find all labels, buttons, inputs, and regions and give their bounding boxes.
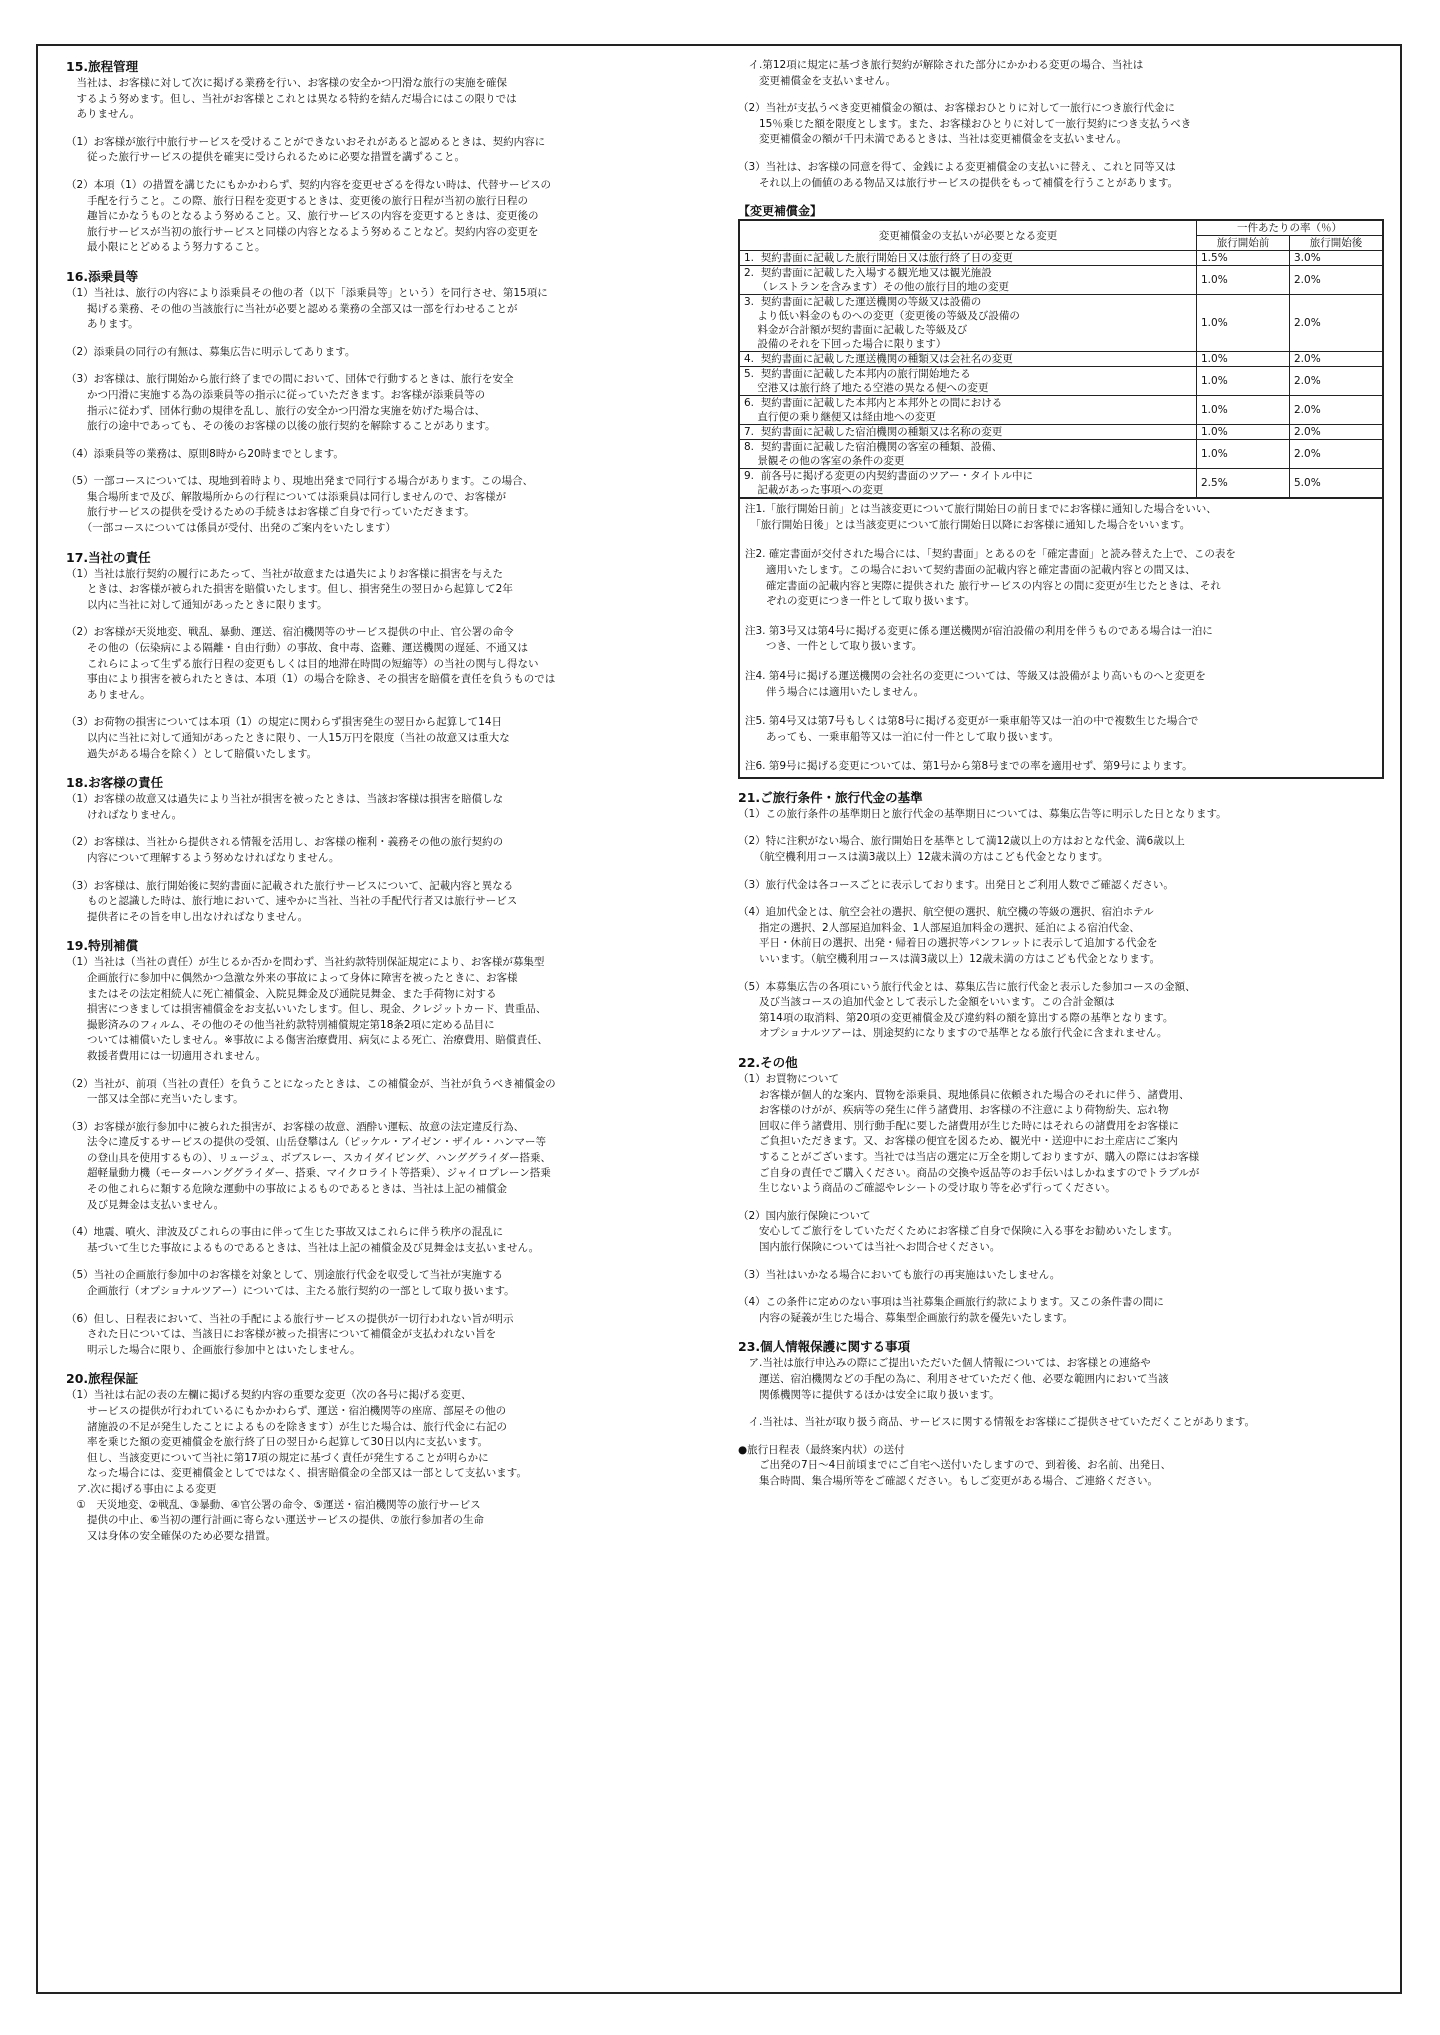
paragraph: （3）お荷物の損害については本項（1）の規定に関わらず損害発生の翌日から起算して14日 以内に当社に対して通知があったときに限り、一人15万円を限度（当社の故意又は重大な 過失がある場合を除く）として賠償いたします。 — [66, 716, 510, 760]
paragraph: 当社は、お客様に対して次に掲げる業務を行い、お客様の安全かつ円滑な旅行の実施を確保 するよう努めます。但し、当社がお客様とこれとは異なる特約を結んだ場合にはこの限りでは ありません。 — [76, 77, 517, 121]
paragraph: （2）当社が、前項（当社の責任）を負うことになったときは、この補償金が、当社が負うべき補償金の 一部又は全部に充当いたします。 — [66, 1077, 556, 1106]
rate-before: 1.0% — [1197, 396, 1290, 425]
section-heading: 15.旅程管理 — [66, 59, 139, 74]
rate-after: 2.0% — [1290, 440, 1384, 469]
section-20-continued — [738, 58, 1388, 191]
left-column — [66, 58, 716, 1556]
section — [738, 789, 1388, 1042]
paragraph: （3）当社は、お客様の同意を得て、金銭による変更補償金の支払いに替え、これと同等又は それ以上の価値のある物品又は旅行サービスの提供をもって補償を行うことがあります。 — [738, 160, 1179, 189]
section-heading: 21.ご旅行条件・旅行代金の基準 — [738, 789, 923, 805]
section — [66, 937, 716, 1358]
paragraph: （1）当社は（当社の責任）が生じるか否かを問わず、当社約款特別保証規定により、お客様が募集型 企画旅行に参加中に偶然かつ急激な外来の事故によって身体に障害を被ったときに、お客様 またはその法定相続人に死亡補償金、入院見舞金及び通院見舞金、また手荷物に対する 損害につきましては損害補償金をお支払いいたします。但し、現金、クレジットカード、貴重品、 撮影済みのフィルム、その他のその他当社約款特別補償規定第18条2項に定める品目に ついては補償いたしません。※事故による傷害治療費用、病気による死亡、治療費用、賠償責任、 救援者費用には一切適用されません。 — [66, 956, 548, 1062]
right-sections — [738, 789, 1388, 1490]
rate-before: 1.0% — [1197, 367, 1290, 396]
paragraph: （3）当社はいかなる場合においても旅行の再実施はいたしません。 — [738, 1268, 1061, 1281]
right-column — [738, 58, 1388, 1501]
paragraph: （2）当社が支払うべき変更補償金の額は、お客様おひとりに対して一旅行につき旅行代金に 15％乗じた額を限度とします。また、お客様おひとりに対して一旅行契約につき支払うべき 変更補償金の額が千円未満であるときは、当社は変更補償金を支払いません。 — [738, 102, 1192, 146]
paragraph: （5）本募集広告の各項にいう旅行代金とは、募集広告に旅行代金と表示した参加コースの金額、 及び当該コースの追加代金として表示した金額をいいます。この合計金額は 第14項の取消料、第20項の変更補償金及び違約料の額を算出する際の基準となります。 オプショナルツアーは、別途契約になりますので基準となる旅行代金に含まれません。 — [738, 980, 1196, 1040]
paragraph: （2）特に注釈がない場合、旅行開始日を基準として満12歳以上の方はおとな代金、満6歳以上 （航空機利用コースは満3歳以上）12歳未満の方はこども代金となります。 — [738, 835, 1185, 864]
section-heading: 17.当社の責任 — [66, 549, 151, 565]
section-heading: 18.お客様の責任 — [66, 775, 164, 791]
rate-after: 2.0% — [1290, 425, 1384, 440]
section — [66, 58, 716, 256]
table-note: 注3. 第3号又は第4号に掲げる変更に係る運送機関が宿泊設備の利用を伴うものである場合は一泊に つき、一件として取り扱います。 — [745, 624, 1213, 653]
paragraph: （2）お客様が天災地変、戦乱、暴動、運送、宿泊機関等のサービス提供の中止、官公署の命令 その他の（伝染病による隔離・自由行動）の事故、食中毒、盗難、運送機関の遅延、不通又は これらによって生ずる旅行日程の変更もしくは目的地滞在時間の短縮等）の当社の関与し得ない 事由により損害を被られたときは、本項（1）の場合を除き、その損害を賠償を責任を負うものでは ありません。 — [66, 626, 556, 701]
paragraph: （6）但し、日程表において、当社の手配による旅行サービスの提供が一切行われない旨が明示 された日については、当該日にお客様が被った損害について補償金が支払われない旨を 明示した場合に限り、企画旅行参加中とはいたしません。 — [66, 1312, 514, 1356]
table-row — [739, 266, 1383, 295]
rate-after: 2.0% — [1290, 352, 1384, 367]
rate-after: 3.0% — [1290, 251, 1384, 266]
paragraph: （2）お客様は、当社から提供される情報を活用し、お客様の権利・義務その他の旅行契約の 内容について理解するよう努めなければなりません。 — [66, 836, 504, 864]
paragraph: （1）当社は右記の表の左欄に掲げる契約内容の重要な変更（次の各号に掲げる変更、 サービスの提供が行われているにもかかわらず、運送・宿泊機関等の座席、部屋その他の 諸施設の不足が発生したことによるものを除きます）が生じた場合は、旅行代金に右記の 率を乗じた額の変更補償金を旅行終了日の翌日から起算して30日以内に支払います。 但し、当該変更について当社に第17項の規定に基づく責任が発生することが明らかに なった場合には、変更補償金としてではなく、損害賠償金の全部又は一部として支払います。 ア.次に掲げる事由による変更 ① 天災地変、②戦乱、③暴動、④官公署の命令、⑤運送・宿泊機関等の旅行サービス 提供の中止、⑥当初の運行計画に寄らない運送サービスの提供、⑦旅行参加者の生命 又は身体の安全確保のため必要な措置。 — [66, 1389, 527, 1542]
change-description: 8. 契約書面に記載した宿泊機関の客室の種類、設備、 景観その他の客室の条件の変更 — [739, 440, 1197, 469]
section — [738, 1338, 1388, 1489]
rate-after: 2.0% — [1290, 367, 1384, 396]
change-description: 3. 契約書面に記載した運送機関の等級又は設備の より低い料金のものへの変更（変更後の等級及び設備の 料金が合計額が契約書面に記載した等級及び 設備のそれを下回った場合に限ります） — [739, 295, 1197, 352]
rate-before: 1.0% — [1197, 425, 1290, 440]
change-description: 1. 契約書面に記載した旅行開始日又は旅行終了日の変更 — [739, 251, 1197, 266]
section-heading: 23.個人情報保護に関する事項 — [738, 1339, 911, 1355]
header-before: 旅行開始前 — [1197, 236, 1290, 251]
rate-before: 1.0% — [1197, 266, 1290, 295]
document-frame — [36, 44, 1402, 1994]
rate-after: 2.0% — [1290, 295, 1384, 352]
section-heading: 19.特別補償 — [66, 938, 139, 954]
rate-before: 1.0% — [1197, 352, 1290, 367]
rate-before: 1.5% — [1197, 251, 1290, 266]
header-change: 変更補償金の支払いが必要となる変更 — [739, 220, 1197, 251]
section-heading: 22.その他 — [738, 1055, 798, 1070]
paragraph: （2）本項（1）の措置を講じたにもかかわらず、契約内容を変更せざるを得ない時は、代替サービスの 手配を行うこと。この際、旅行日程を変更するときは、変更後の旅行日程が当初の旅行日程の 趣旨にかなうものとなるよう努めること。又、旅行サービスの内容を変更するときは、変更後の 旅行サービスが当初の旅行サービスと同様の内容となるよう努めることなど。契約内容の変更を 最小限にとどめるよう努力すること。 — [66, 178, 552, 254]
rate-before: 1.0% — [1197, 440, 1290, 469]
paragraph: （1）お客様の故意又は過失により当社が損害を被ったときは、当該お客様は損害を賠償しな ければなりません。 — [66, 793, 504, 821]
rate-after: 2.0% — [1290, 266, 1384, 295]
paragraph: （2）添乗員の同行の有無は、募集広告に明示してあります。 — [66, 345, 356, 358]
section-heading: 16.添乗員等 — [66, 268, 139, 284]
table-note: 注6. 第9号に掲げる変更については、第1号から第8号までの率を適用せず、第9号によります。 — [745, 760, 1193, 773]
paragraph: ア.当社は旅行申込みの際にご提出いただいた個人情報については、お客様との連絡や 運送、宿泊機関などの手配の為に、利用させていただく他、必要な範囲内において当該 関係機関等に提供するほかは安全に取り扱います。 — [748, 1357, 1169, 1401]
table-row — [739, 295, 1383, 352]
table-row — [739, 440, 1383, 469]
paragraph: （3）旅行代金は各コースごとに表示しております。出発日とご利用人数でご確認ください。 — [738, 878, 1174, 891]
paragraph: （1）お客様が旅行中旅行サービスを受けることができないおそれがあると認めるときは、契約内容に 従った旅行サービスの提供を確実に受けられるために必要な措置を講ずること。 — [66, 135, 546, 164]
table-row — [739, 425, 1383, 440]
paragraph: （2）国内旅行保険について 安心してご旅行をしていただくためにお客様ご自身で保険に入る事をお勧めいたします。 国内旅行保険については当社へお問合せください。 — [738, 1209, 1179, 1253]
change-description: 4. 契約書面に記載した運送機関の種類又は会社名の変更 — [739, 352, 1197, 367]
paragraph: （4）添乗員等の業務は、原則8時から20時までとします。 — [66, 447, 344, 460]
table-row — [739, 251, 1383, 266]
paragraph: （1）お買物について お客様が個人的な案内、買物を添乗員、現地係員に依頼された場合のそれに伴う、諸費用、 お客様のけがが、疾病等の発生に伴う諸費用、お客様の不注意により荷物紛失、忘れ物 回収に伴う諸費用、別行動手配に要した諸費用が生じた時にはそれらの諸費用をお客様に ご負担いただきます。又、お客様の便宜を図るため、観光中・送迎中にお土産店にご案内 することがございます。当社では当店の選定に万全を期しておりますが、購入の際にはお客様 ご自身の責任でご購入ください。商品の交換や返品等のお手伝いはしかねますのでトラブルが 生じないよう商品のご確認やレシートの受け取り等を必ず行ってください。 — [738, 1073, 1200, 1195]
section — [66, 774, 716, 925]
paragraph: （3）お客様が旅行参加中に被られた損害が、お客様の故意、酒酔い運転、故意の法定違反行為、 法令に違反するサービスの提供の受領、山岳登攀はん（ピッケル・アイゼン・ザイル・ハンマー等 の登山具を使用するもの）、リュージュ、ボブスレー、スカイダイビング、ハンググライダー搭乗、 超軽量動力機（モーターハンググライダー、搭乗、マイクロライト等搭乗）、ジャイロプレーン搭乗 その他これらに類する危険な運動中の事故によるものであるときは、当社は上記の補償金 及び見舞金は支払いません。 — [66, 1120, 551, 1211]
change-description: 6. 契約書面に記載した本邦内と本邦外との間における 直行便の乗り継便又は経由地への変更 — [739, 396, 1197, 425]
header-after: 旅行開始後 — [1290, 236, 1384, 251]
table-note: 注2. 確定書面が交付された場合には、「契約書面」とあるのを「確定書面」と読み替えた上で、この表を 適用いたします。この場合において契約書面の記載内容と確定書面の記載内容との間又は、 確定書面の記載内容と実際に提供された 旅行サービスの内容との間に変更が生じたときは、それ ぞれの変更につき一件として取り扱います。 — [745, 548, 1236, 608]
paragraph: （5）一部コースについては、現地到着時より、現地出発まで同行する場合があります。この場合、 集合場所まで及び、解散場所からの行程については添乗員は同行しませんので、お客様が 旅行サービスの提供を受けるための手続きはお客様ご自身で行っていただきます。 （一部コースについては係員が受付、出発のご案内をいたします） — [66, 475, 534, 535]
paragraph: （4）地震、噴火、津波及びこれらの事由に伴って生じた事故又はこれらに伴う秩序の混乱に 基づいて生じた事故によるものであるときは、当社は上記の補償金及び見舞金は支払いません。 — [66, 1226, 540, 1254]
table-row — [739, 352, 1383, 367]
paragraph: ●旅行日程表（最終案内状）の送付 ご出発の7日～4日前頃までにご自宅へ送付いたしますので、到着後、お名前、出発日、 集合時間、集合場所等をご確認ください。もしご変更がある場合、ご連絡ください。 — [738, 1443, 1172, 1487]
paragraph: （3）お客様は、旅行開始後に契約書面に記載された旅行サービスについて、記載内容と異なる ものと認識した時は、旅行地において、速やかに当社、当社の手配代行者又は旅行サービス 提供者にその旨を申し出なければなりません。 — [66, 879, 518, 923]
table-row — [739, 469, 1383, 499]
compensation-notes — [738, 499, 1384, 779]
paragraph: （1）当社は、旅行の内容により添乗員その他の者（以下「添乗員等」という）を同行させ、第15項に 掲げる業務、その他の当該旅行に当社が必要と認める業務の全部又は一部を行わせることが あります。 — [66, 286, 548, 331]
table-note: 注5. 第4号又は第7号もしくは第8号に掲げる変更が一乗車船等又は一泊の中で複数生じた場合で あっても、一乗車船等又は一泊に付一件として取り扱います。 — [745, 715, 1199, 743]
paragraph: （4）この条件に定めのない事項は当社募集企画旅行約款によります。又この条件書の間に 内容の疑義が生じた場合、募集型企画旅行約款を優先いたします。 — [738, 1296, 1164, 1324]
rate-before: 2.5% — [1197, 469, 1290, 499]
section — [66, 268, 716, 537]
change-description: 9. 前各号に掲げる変更の内契約書面のツアー・タイトル中に 記載があった事項への変更 — [739, 469, 1197, 499]
compensation-table-caption: 【変更補償金】 — [738, 204, 823, 219]
rate-after: 2.0% — [1290, 396, 1384, 425]
rate-after: 5.0% — [1290, 469, 1384, 499]
paragraph: （4）追加代金とは、航空会社の選択、航空便の選択、航空機の等級の選択、宿泊ホテル 指定の選択、2人部屋追加料金、1人部屋追加料金の選択、延泊による宿泊代金、 平日・休前日の選択、出発・帰着日の選択等パンフレットに表示して追加する代金を いいます。（航空機利用コースは満3歳以上）12歳未満の方はこども代金となります。 — [738, 906, 1161, 966]
header-rate: 一件あたりの率（％） — [1197, 220, 1384, 236]
paragraph: （1）この旅行条件の基準期日と旅行代金の基準期日については、募集広告等に明示した日となります。 — [738, 807, 1227, 820]
section — [738, 1054, 1388, 1326]
compensation-block — [738, 203, 1388, 779]
paragraph: （1）当社は旅行契約の履行にあたって、当社が故意または過失によりお客様に損害を与えた ときは、お客様が被られた損害を賠償いたします。但し、損害発生の翌日から起算して2年 以内に当社に対して通知があったときに限ります。 — [66, 567, 513, 611]
paragraph: （3）お客様は、旅行開始から旅行終了までの間において、団体で行動するときは、旅行を安全 かつ円滑に実施する為の添乗員等の指示に従っていただきます。お客様が添乗員等の 指示に従わず、団体行動の規律を乱し、旅行の安全かつ円滑な実施を妨げた場合は、 旅行の途中であっても、その後のお客様の以後の旅行契約を解除することがあります。 — [66, 373, 514, 433]
table-row — [739, 396, 1383, 425]
table-row — [739, 367, 1383, 396]
table-note: 注4. 第4号に掲げる運送機関の会社名の変更については、等級又は設備がより高いものへと変更を 伴う場合には適用いたしません。 — [745, 669, 1206, 698]
rate-before: 1.0% — [1197, 295, 1290, 352]
change-description: 2. 契約書面に記載した入場する観光地又は観光施設 （レストランを含みます）その他の旅行目的地の変更 — [739, 266, 1197, 295]
paragraph: イ.第12項に規定に基づき旅行契約が解除された部分にかかわる変更の場合、当社は 変更補償金を支払いません。 — [748, 59, 1144, 87]
compensation-table — [738, 219, 1384, 499]
table-note: 注1.「旅行開始日前」とは当該変更について旅行開始日の前日までにお客様に通知した場合をいい、 「旅行開始日後」とは当該変更について旅行開始日以降にお客様に通知した場合をいいます。 — [745, 503, 1217, 531]
change-description: 5. 契約書面に記載した本邦内の旅行開始地たる 空港又は旅行終了地たる空港の異なる便への変更 — [739, 367, 1197, 396]
paragraph: イ.当社は、当社が取り扱う商品、サービスに関する情報をお客様にご提供させていただくことがあります。 — [738, 1416, 1255, 1429]
paragraph: （5）当社の企画旅行参加中のお客様を対象として、別途旅行代金を収受して当社が実施する 企画旅行（オプショナルツアー）については、主たる旅行契約の一部として取り扱います。 — [66, 1269, 515, 1298]
section — [66, 549, 716, 763]
section — [66, 1370, 716, 1544]
section-heading: 20.旅程保証 — [66, 1371, 139, 1387]
change-description: 7. 契約書面に記載した宿泊機関の種類又は名称の変更 — [739, 425, 1197, 440]
